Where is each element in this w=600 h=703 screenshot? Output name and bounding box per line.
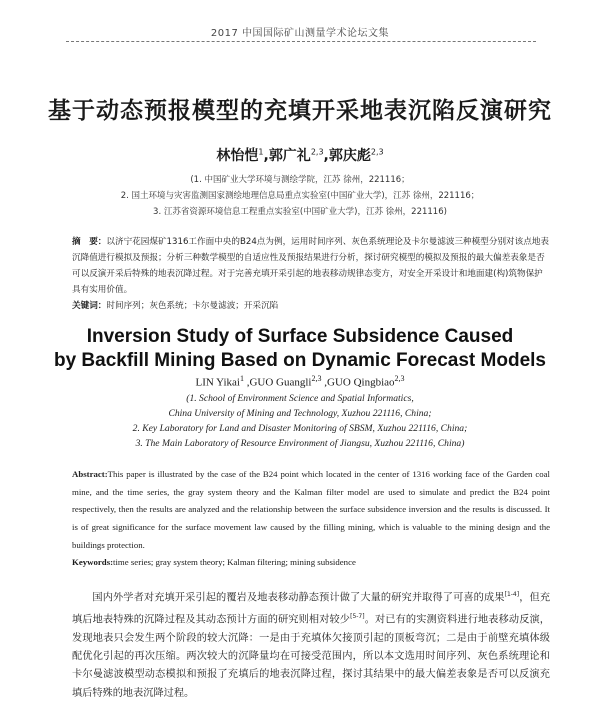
citation-ref: [1-4] [504, 591, 520, 598]
chinese-keywords-text: 时间序列；灰色系统；卡尔曼滤波；开采沉陷 [106, 301, 279, 311]
english-title-line-2: by Backfill Mining Based on Dynamic Forecast Models [53, 350, 546, 371]
english-affiliation: 2. Key Laboratory for Land and Disaster Monitoring of SBSM, Xuzhou 221116, China; [132, 423, 468, 434]
author-name: 郭广礼 [268, 148, 311, 164]
intro-text: 。对已有的实测资料进行地表移动反演，发现地表只会发生两个阶段的较大沉降：一是由于充填体欠接顶引起的顶板弯沉；二是由于前壁充填体级配优化引起的再次压缩。两次较大的沉降量均在可接受范围内，所以本文选用时间序列、灰色系统理论和卡尔曼滤波模型动态模拟和预报了充填后的地表沉降过程，探讨其结果中的最大偏差表象是否可以反演充填后特殊的地表沉降过程。 [72, 614, 550, 699]
running-header: 2017 中国国际矿山测量学术论坛文集 [210, 28, 390, 39]
author-affiliation-mark: 1 [258, 147, 264, 157]
author-name: GUO Qingbiao [327, 376, 395, 389]
english-abstract-text: This paper is illustrated by the case of the B24 point which located in the center of 1316 working face of the Garden coal mine, and the time series, the gray system theory and the Kalman filter model are used to simulate and predict the B24 point respectively, then the results are analyzed and the relationship between the surface subsidence inversion and the results is discussed. It is of great significance for the surface movement law caused by the filling mining, which is valuable to the mining design and the buildings protection. [72, 469, 550, 550]
chinese-keywords [72, 298, 550, 314]
chinese-title: 基于动态预报模型的充填开采地表沉陷反演研究 [48, 97, 552, 124]
english-authors [0, 374, 600, 389]
chinese-affiliation: (1. 中国矿业大学环境与测绘学院，江苏 徐州，221116； [190, 175, 410, 185]
english-affiliation: (1. School of Environment Science and Spatial Informatics, [186, 393, 414, 404]
author-affiliation-mark: 2,3 [310, 147, 324, 157]
author-affiliation-mark: 1 [239, 374, 244, 383]
chinese-keywords-label: 关键词： [72, 301, 107, 311]
author-name: 郭庆彪 [328, 148, 371, 164]
author-separator: , [263, 148, 269, 164]
chinese-abstract-text: 以济宁花园煤矿1316工作面中央的B24点为例，运用时间序列、灰色系统理论及卡尔曼滤波三种模型分别对该点地表沉降值进行模拟及预报；分析三种数学模型的自适应性及预报结果进行分析，探讨研究模型的模拟及预报的最大偏差表象是否可以反演开采后特殊的地表沉降过程。对于完善充填开采引起的地表移动规律态变方，对安全开采设计和地面建(构)筑物保护具有实用价值。 [72, 237, 550, 295]
author-separator: , [323, 148, 329, 164]
english-keywords [72, 557, 550, 567]
author-name: 林怡恺 [216, 148, 259, 164]
chinese-abstract [72, 234, 550, 298]
introduction-paragraph [72, 586, 550, 703]
author-name: GUO Guangli [249, 376, 312, 389]
english-keywords-label: Keywords: [72, 557, 114, 567]
chinese-authors [0, 145, 600, 165]
english-abstract-label: Abstract: [72, 469, 108, 479]
chinese-affiliation: 2. 国土环境与灾害监测国家测绘地理信息局重点实验室(中国矿业大学)，江苏 徐州，221116； [120, 191, 480, 201]
author-affiliation-mark: 2,3 [370, 147, 384, 157]
author-separator: , [321, 376, 327, 389]
intro-text: ，但充填后地表特殊的沉降过程及其动态预计方面的研究则相对较少 [72, 592, 551, 626]
chinese-abstract-label: 摘 要： [72, 237, 107, 247]
english-abstract [72, 466, 550, 555]
author-name: LIN Yikai [195, 376, 240, 389]
english-title-line-1: Inversion Study of Surface Subsidence Caused [86, 326, 514, 347]
citation-ref: [5-7] [350, 612, 365, 620]
author-separator: , [243, 376, 250, 389]
author-affiliation-mark: 2,3 [394, 374, 405, 383]
chinese-affiliation: 3. 江苏省资源环境信息工程重点实验室(中国矿业大学)，江苏 徐州，221116) [153, 207, 447, 217]
english-affiliation: China University of Mining and Technology, Xuzhou 221116, China; [168, 408, 432, 419]
header-divider [66, 41, 536, 42]
english-keywords-text: time series; gray system theory; Kalman filtering; mining subsidence [113, 557, 356, 567]
intro-text: 国内外学者对充填开采引起的覆岩及地表移动静态预计做了大量的研究并取得了可喜的成果 [92, 592, 505, 604]
author-affiliation-mark: 2,3 [311, 374, 322, 383]
english-affiliation: 3. The Main Laboratory of Resource Environment of Jiangsu, Xuzhou 221116, China) [135, 438, 465, 449]
